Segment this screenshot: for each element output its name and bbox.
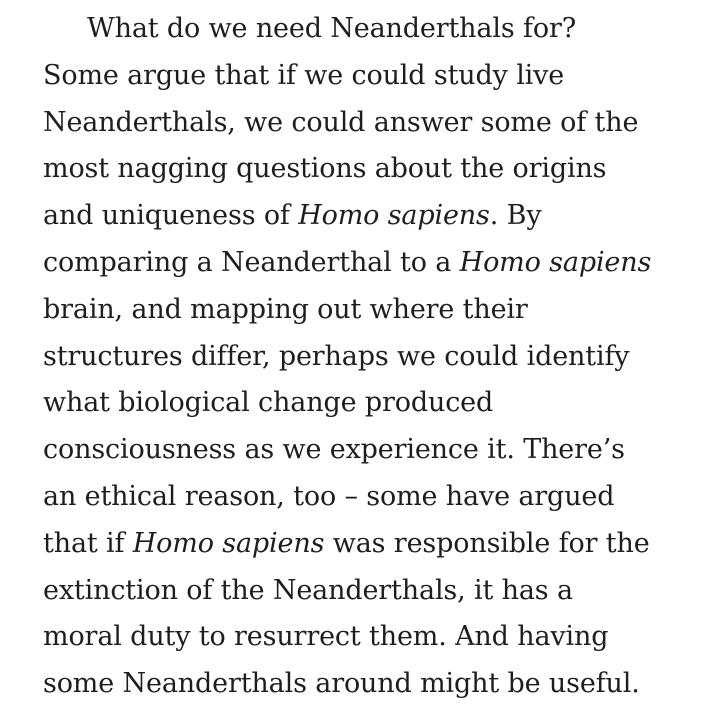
paragraph: [43, 6, 683, 708]
italic-term: Homo sapiens: [298, 200, 490, 232]
text-line-11: an ethical reason, too – some have argued: [43, 480, 615, 512]
text-line-10: consciousness as we experience it. There’s: [43, 434, 625, 466]
italic-term: Homo sapiens: [132, 527, 325, 559]
text-run: and uniqueness of: [43, 200, 299, 232]
text-line-7: brain, and mapping out where their: [43, 293, 528, 325]
text-line-13: extinction of the Neanderthals, it has a: [43, 574, 573, 606]
text-line-15: some Neanderthals around might be useful.: [43, 668, 640, 700]
text-line-6: [43, 240, 683, 287]
text-run: that if: [43, 527, 133, 559]
text-run: was responsible for the: [324, 527, 650, 559]
text-line-4: most nagging questions about the origins: [43, 153, 607, 185]
italic-term: Homo sapiens: [459, 246, 652, 278]
text-line-8: structures differ, perhaps we could identify: [43, 340, 630, 372]
text-line-2: Some argue that if we could study live: [43, 59, 565, 91]
text-run: comparing a Neanderthal to a: [43, 246, 460, 278]
text-line-14: moral duty to resurrect them. And having: [43, 621, 609, 653]
text-line-3: Neanderthals, we could answer some of the: [43, 106, 639, 138]
text-line-9: what biological change produced: [43, 387, 494, 419]
text-line-1: What do we need Neanderthals for?: [87, 13, 577, 44]
text-line-12: [43, 521, 683, 568]
text-run: . By: [489, 200, 542, 232]
text-line-5: [43, 193, 683, 240]
